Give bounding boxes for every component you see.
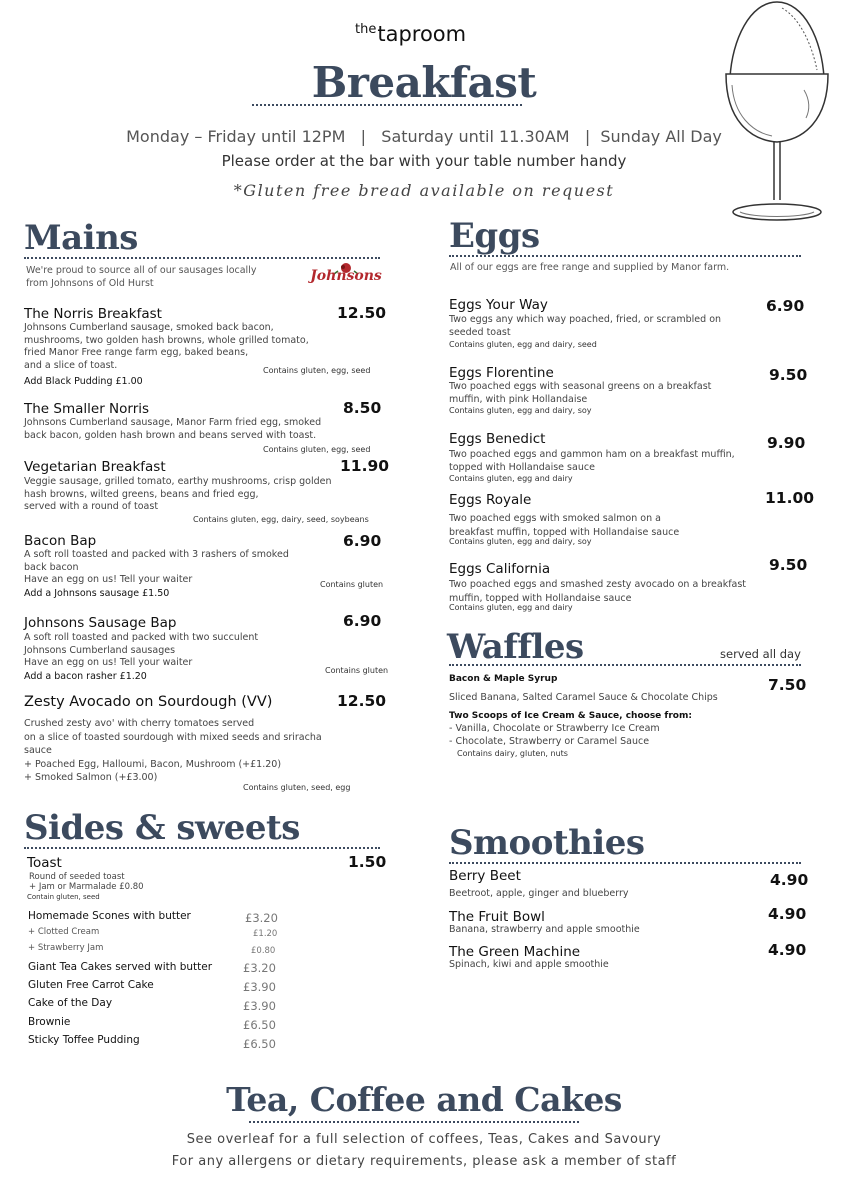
item-name: Johnsons Sausage Bap (24, 615, 177, 631)
item-description: Veggie sausage, grilled tomato, earthy mushrooms, crisp golden hash browns, wilted greens, beans and fried egg, served with a round of toast (24, 476, 332, 512)
sides-title: Sides & sweets (24, 808, 300, 848)
page-title: Breakfast (311, 58, 537, 107)
johnsons-logo: Johnsons (308, 262, 384, 286)
side-price: £1.20 (253, 929, 278, 939)
footer-divider (249, 1121, 579, 1123)
item-description: Two poached eggs with smoked salmon on a breakfast muffin, topped with Hollandaise sauce (449, 513, 680, 538)
side-item: Brownie (28, 1016, 71, 1028)
footer-line-1: See overleaf for a full selection of coffees, Teas, Cakes and Savoury (186, 1132, 662, 1147)
side-price: £3.90 (243, 980, 276, 994)
mains-divider (24, 257, 380, 259)
item-addon: Add a Johnsons sausage £1.50 (24, 588, 170, 599)
side-item: Giant Tea Cakes served with butter (28, 961, 213, 973)
sides-divider (24, 847, 380, 849)
item-allergens: Contains gluten, egg and dairy, soy (449, 537, 592, 546)
gluten-free-note: *Gluten free bread available on request (233, 181, 615, 200)
mains-title: Mains (24, 218, 138, 258)
item-addon: Add Black Pudding £1.00 (24, 376, 143, 387)
item-description: A soft roll toasted and packed with two succulent Johnsons Cumberland sausages Have an egg on us! Tell your waiter (24, 632, 259, 668)
item-allergens: Contains gluten, egg and dairy, seed (449, 340, 597, 349)
item-allergens: Contain gluten, seed (27, 893, 100, 901)
item-description: Johnsons Cumberland sausage, smoked back bacon, mushrooms, two golden hash browns, whole grilled tomato, fried Manor Free range farm egg, baked beans, and a slice of toast. (24, 322, 309, 371)
eggs-intro: All of our eggs are free range and supplied by Manor farm. (450, 262, 730, 273)
item-description: Crushed zesty avo' with cherry tomatoes served on a slice of toasted sourdough with mixed seeds and sriracha sauce + Poached Egg, Halloumi, Bacon, Mushroom (+£1.20) + Smoked Salmon (+£3.00) (24, 718, 322, 783)
item-description: Banana, strawberry and apple smoothie (449, 924, 640, 935)
item-price: 6.90 (766, 297, 805, 315)
item-allergens: Contains gluten, egg and dairy (449, 603, 573, 612)
waffles-divider (449, 664, 801, 666)
logo-name: taproom (377, 22, 467, 46)
egg-cup-icon (722, 0, 832, 225)
item-name: The Fruit Bowl (449, 909, 545, 925)
side-price: £3.20 (243, 961, 276, 975)
item-name: Eggs Benedict (449, 431, 546, 447)
smoothies-divider (449, 862, 801, 864)
item-name: Berry Beet (449, 868, 521, 884)
side-item: Homemade Scones with butter (28, 910, 191, 922)
waffles-title: Waffles (447, 627, 584, 667)
item-price: 1.50 (348, 853, 387, 871)
item-description: Beetroot, apple, ginger and blueberry (449, 888, 629, 899)
item-name: The Norris Breakfast (24, 306, 162, 322)
opening-hours: Monday – Friday until 12PM | Saturday until 11.30AM | Sunday All Day (126, 127, 722, 146)
item-price: 9.50 (769, 366, 808, 384)
item-description: Two poached eggs with seasonal greens on a breakfast muffin, with pink Hollandaise (449, 381, 712, 405)
item-description: Two poached eggs and smashed zesty avocado on a breakfast muffin, topped with Hollandaise sauce (449, 579, 747, 604)
side-addon: + Clotted Cream (28, 927, 100, 937)
waffle-option: Sliced Banana, Salted Caramel Sauce & Chocolate Chips (449, 692, 718, 703)
item-allergens: Contains gluten, egg, seed (263, 366, 371, 375)
item-description: Johnsons Cumberland sausage, Manor Farm fried egg, smoked back bacon, golden hash brown and beans served with toast. (24, 417, 322, 441)
item-name: The Green Machine (449, 944, 581, 960)
item-price: 7.50 (768, 676, 807, 694)
item-description: Two poached eggs and gammon ham on a breakfast muffin, topped with Hollandaise sauce (449, 449, 735, 473)
item-allergens: Contains gluten (325, 666, 389, 675)
side-item: Cake of the Day (28, 997, 113, 1009)
footer-line-2: For any allergens or dietary requirements, please ask a member of staff (171, 1154, 677, 1169)
item-name: The Smaller Norris (24, 401, 150, 417)
item-allergens: Contains gluten, egg, seed (263, 445, 371, 454)
item-price: 11.90 (340, 457, 390, 475)
scoops-title: Two Scoops of Ice Cream & Sauce, choose from: (449, 711, 692, 721)
item-price: 6.90 (343, 612, 382, 630)
side-item: Sticky Toffee Pudding (28, 1034, 140, 1046)
mains-intro: We're proud to source all of our sausages locally from Johnsons of Old Hurst (26, 265, 257, 289)
side-price: £3.90 (243, 999, 276, 1013)
waffle-option: Bacon & Maple Syrup (449, 674, 558, 684)
item-allergens: Contains gluten, seed, egg (243, 783, 351, 792)
side-item: Gluten Free Carrot Cake (28, 979, 154, 991)
item-price: 6.90 (343, 532, 382, 550)
item-allergens: Contains gluten (320, 580, 384, 589)
waffles-served: served all day (720, 647, 801, 661)
eggs-divider (449, 255, 801, 257)
item-price: 12.50 (337, 304, 387, 322)
smoothies-title: Smoothies (449, 823, 645, 863)
item-price: 4.90 (768, 941, 807, 959)
logo-the: the (355, 22, 377, 37)
item-description: Round of seeded toast + Jam or Marmalade £0.80 (29, 872, 144, 892)
item-description: A soft roll toasted and packed with 3 rashers of smoked back bacon Have an egg on us! Tell your waiter (24, 549, 289, 585)
item-name: Toast (27, 855, 62, 871)
item-price: 8.50 (343, 399, 382, 417)
item-description: Spinach, kiwi and apple smoothie (449, 959, 609, 970)
item-allergens: Contains gluten, egg, dairy, seed, soybeans (193, 515, 369, 524)
item-name: Eggs Royale (449, 492, 532, 508)
item-price: 4.90 (770, 871, 809, 889)
side-price: £6.50 (243, 1018, 276, 1032)
item-description: Two eggs any which way poached, fried, or scrambled on seeded toast (449, 314, 722, 338)
footer-title: Tea, Coffee and Cakes (226, 1080, 622, 1119)
item-addon: Add a bacon rasher £1.20 (24, 671, 147, 682)
item-name: Eggs California (449, 561, 551, 577)
item-name: Vegetarian Breakfast (24, 459, 166, 475)
item-name: Eggs Florentine (449, 365, 554, 381)
item-name: Bacon Bap (24, 533, 97, 549)
scoops-options: - Vanilla, Chocolate or Strawberry Ice Cream - Chocolate, Strawberry or Caramel Sauce (449, 723, 660, 747)
item-allergens: Contains gluten, egg and dairy, soy (449, 406, 592, 415)
side-price: £3.20 (245, 911, 278, 925)
eggs-title: Eggs (449, 216, 540, 256)
item-name: Zesty Avocado on Sourdough (VV) (24, 694, 273, 710)
item-price: 4.90 (768, 905, 807, 923)
item-price: 9.50 (769, 556, 808, 574)
order-note: Please order at the bar with your table number handy (221, 152, 627, 170)
item-price: 11.00 (765, 489, 815, 507)
item-allergens: Contains dairy, gluten, nuts (457, 749, 568, 758)
item-price: 12.50 (337, 692, 387, 710)
taproom-logo (355, 22, 466, 46)
side-price: £0.80 (251, 946, 276, 956)
side-price: £6.50 (243, 1037, 276, 1051)
item-name: Eggs Your Way (449, 297, 548, 313)
item-allergens: Contains gluten, egg and dairy (449, 474, 573, 483)
item-price: 9.90 (767, 434, 806, 452)
side-addon: + Strawberry Jam (28, 943, 104, 953)
title-divider (252, 104, 522, 106)
